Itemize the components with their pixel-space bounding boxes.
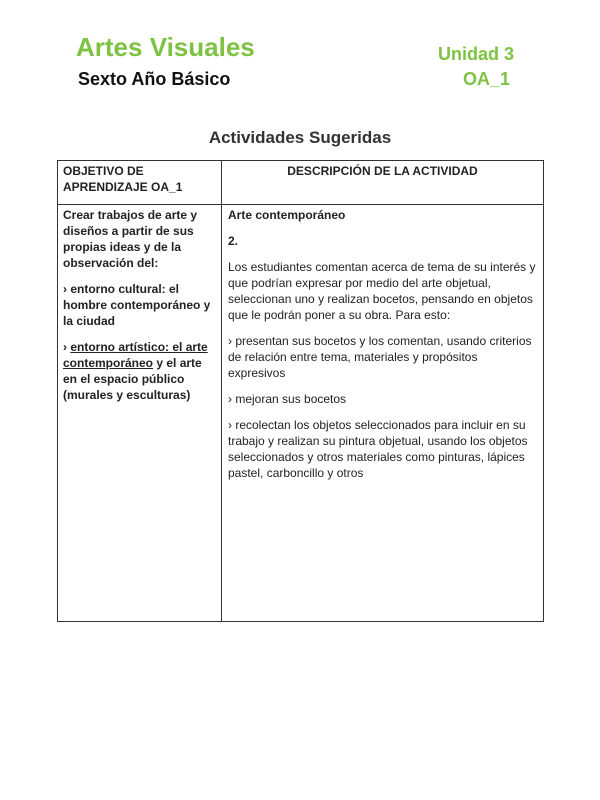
header-unit: Unidad 3 [437,44,514,64]
section-title: Actividades Sugeridas [208,128,392,147]
activity-intro: Los estudiantes comentan acerca de tema de su interés y que podrían expresar por medio del arte objetual, seleccionan uno y realizan bocetos, pensando en objetos que le podrán poner a su obra. Para esto: [228,260,536,322]
objective-intro: Crear trabajos de arte y diseños a partir de sus propias ideas y de la observación del: [63,208,198,270]
objective-item-cultural: › entorno cultural: el hombre contemporáneo y la ciudad [63,282,211,328]
objective-item-artistic-underlined: entorno artístico: el arte contemporáneo [63,340,208,370]
description-header: DESCRIPCIÓN DE LA ACTIVIDAD [222,161,544,205]
activity-cell [222,205,544,622]
activity-step: › presentan sus bocetos y los comentan, usando criterios de relación entre tema, materiales y propósitos expresivos [228,334,532,380]
activity-title: Arte contemporáneo [228,208,346,222]
objective-cell [58,205,222,622]
header-subtitle: Sexto Año Básico [78,69,231,89]
activities-table [57,160,544,622]
objective-item-artistic-prefix: › [63,340,71,354]
objective-header: OBJETIVO DE APRENDIZAJE OA_1 [58,161,222,205]
table-row [58,205,544,622]
header-title: Artes Visuales [76,32,255,62]
table-header-row [58,161,544,205]
activity-step: › mejoran sus bocetos [228,392,347,406]
objective-item-artistic [63,339,215,403]
activity-number: 2. [228,234,239,248]
activity-step: › recolectan los objetos seleccionados para incluir en su trabajo y realizan su pintura objetual, usando los objetos seleccionados y otros materiales como pinturas, lápices pastel, carboncillo y otros [228,418,528,480]
header-oa: OA_1 [462,69,510,89]
objective-item-artistic-suffix: y el arte en el espacio público (murales y esculturas) [63,356,202,402]
